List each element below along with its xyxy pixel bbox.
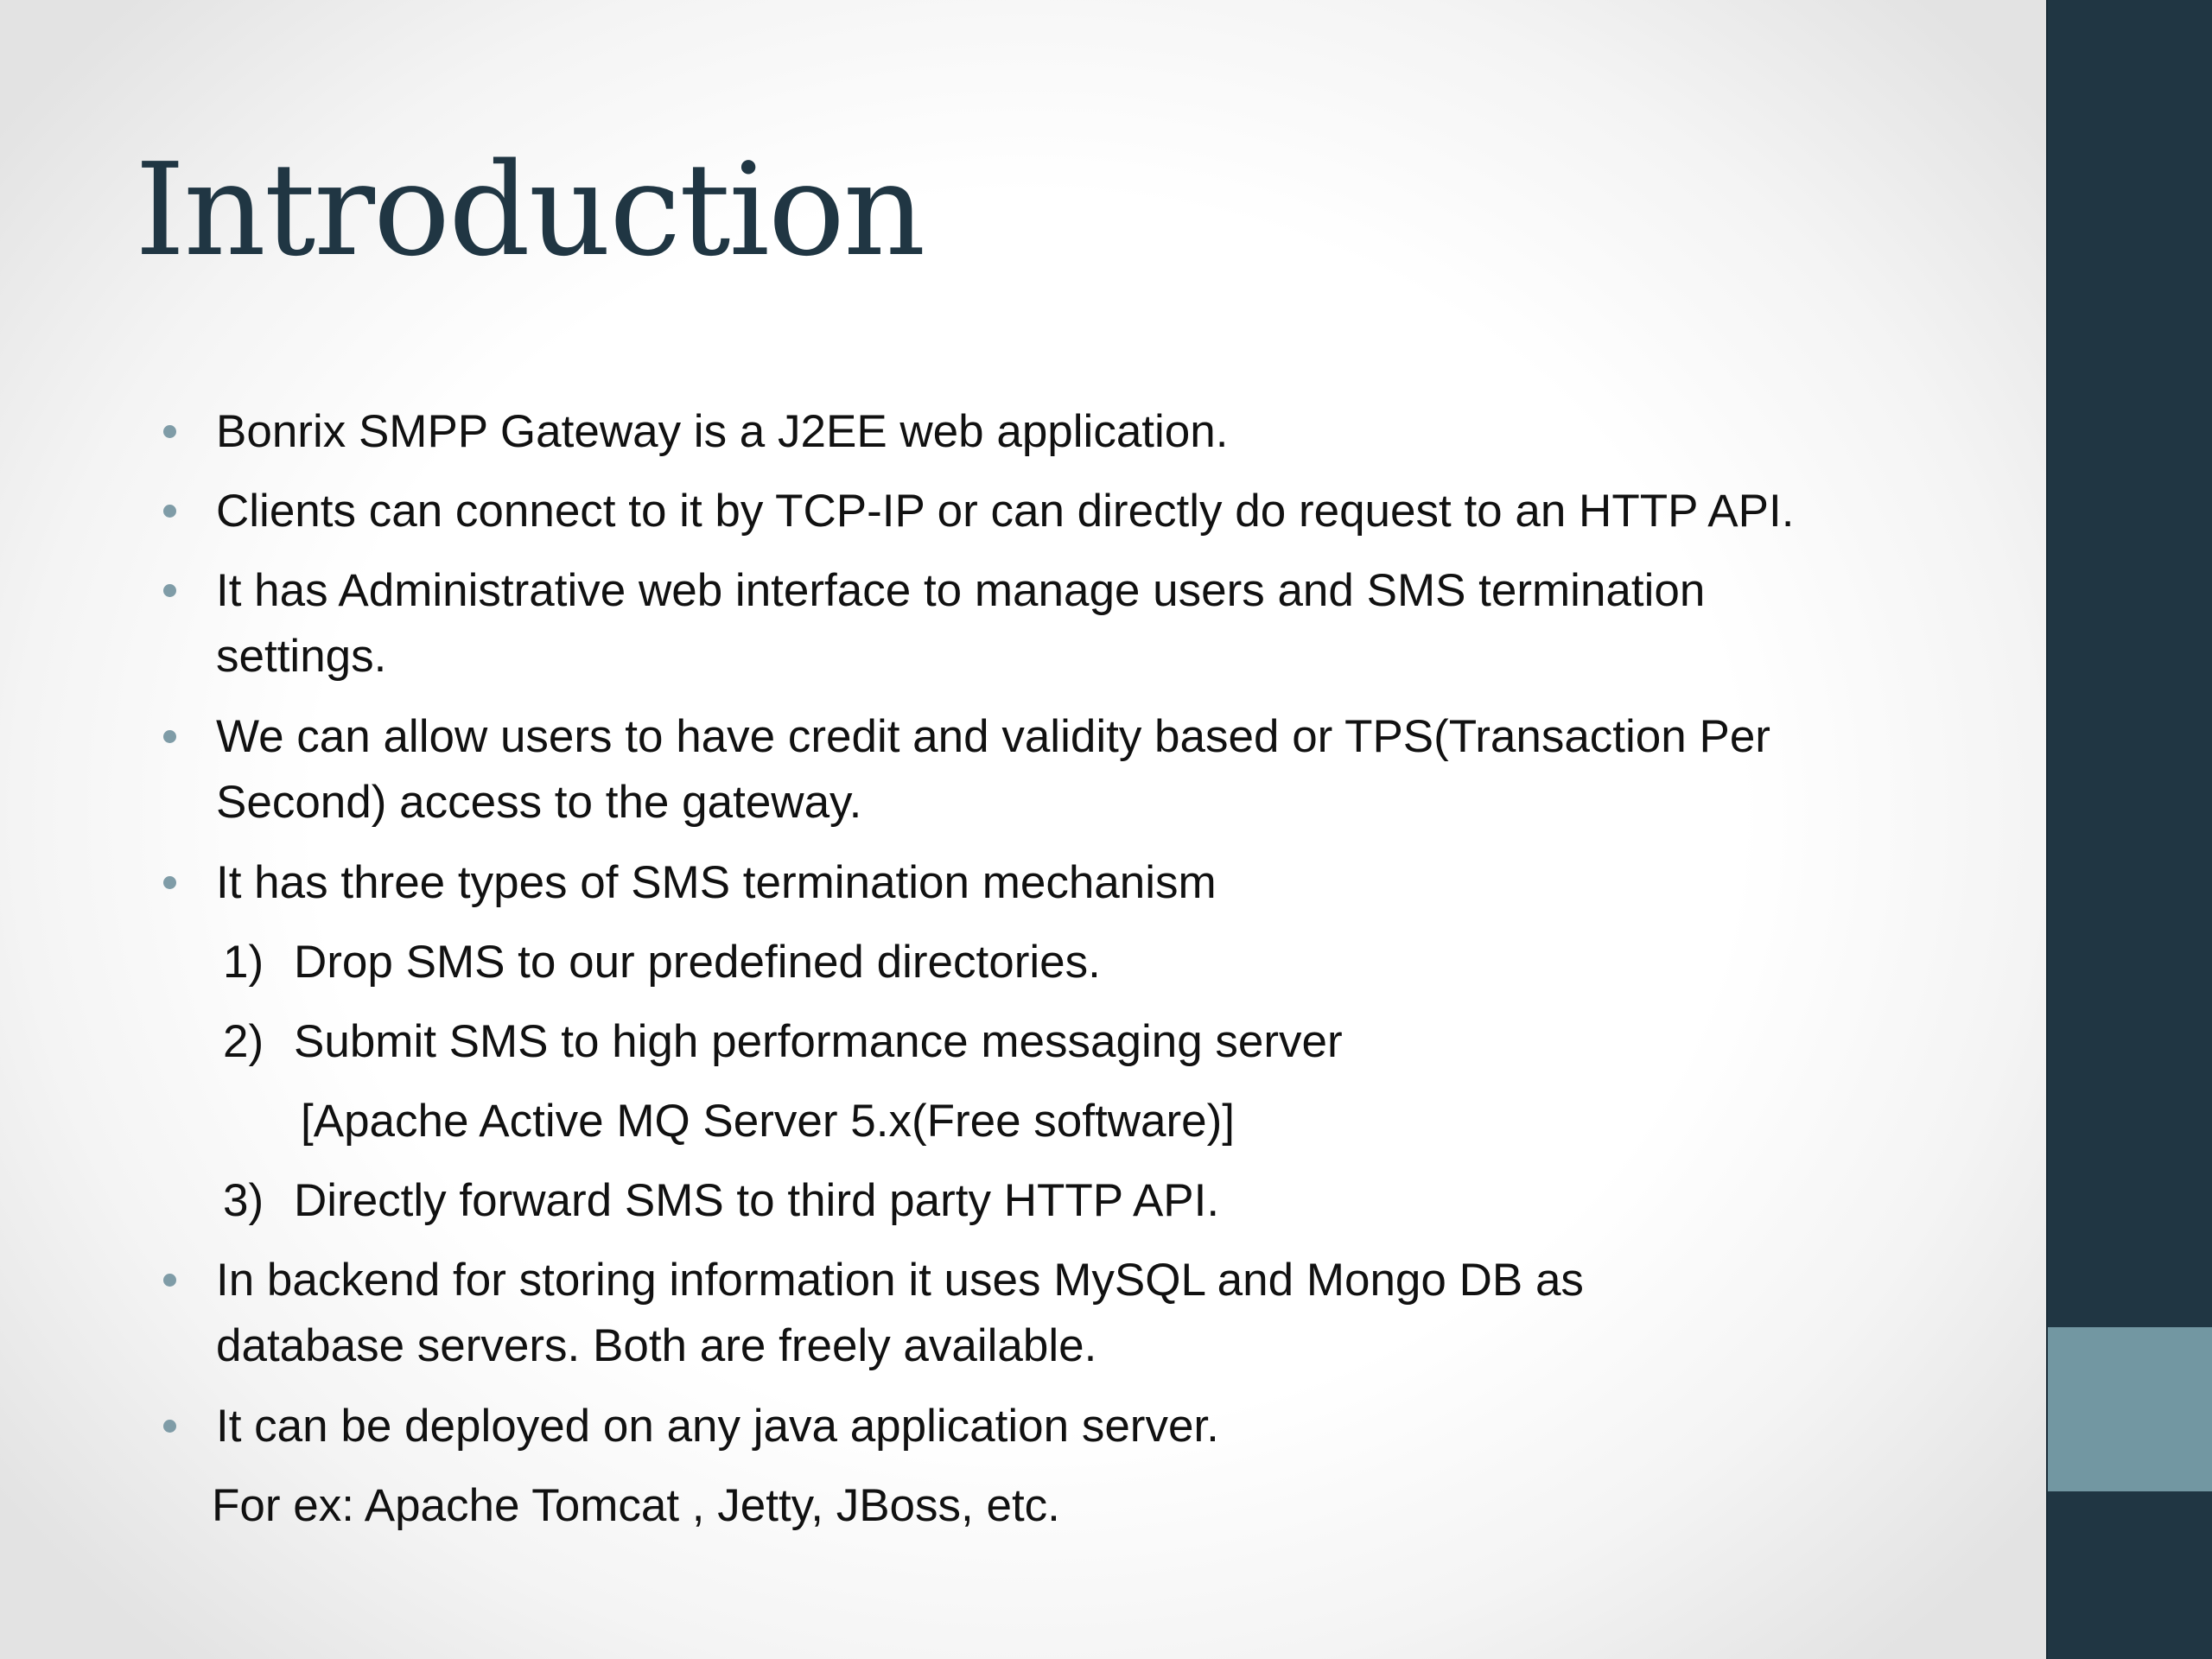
bullet-text-continued: settings. — [216, 631, 387, 682]
sidebar-accent-block — [2048, 1327, 2212, 1491]
mechanism-number: 1) — [223, 937, 264, 988]
bullet-icon — [163, 730, 176, 743]
bullet-text: It has three types of SMS termination mechanism — [216, 857, 1217, 908]
bullet-text: It can be deployed on any java application server. — [216, 1401, 1219, 1452]
bullet-icon — [163, 584, 176, 597]
mechanism-text: Drop SMS to our predefined directories. — [294, 937, 1101, 988]
slide-title: Introduction — [135, 136, 925, 284]
bullet-text: Clients can connect to it by TCP-IP or can directly do request to an HTTP API. — [216, 486, 1795, 537]
bullet-text: We can allow users to have credit and validity based or TPS(Transaction Per — [216, 711, 1770, 762]
mechanism-number: 3) — [223, 1175, 264, 1226]
mechanism-text: Directly forward SMS to third party HTTP API. — [294, 1175, 1220, 1226]
bullet-icon — [163, 1420, 176, 1433]
deploy-example-text: For ex: Apache Tomcat , Jetty, JBoss, etc. — [212, 1480, 1060, 1531]
mechanism-text: Submit SMS to high performance messaging server — [294, 1016, 1343, 1067]
bullet-icon — [163, 505, 176, 518]
bullet-text: It has Administrative web interface to manage users and SMS termination — [216, 565, 1706, 616]
bullet-text-continued: Second) access to the gateway. — [216, 777, 862, 828]
bullet-icon — [163, 876, 176, 889]
bullet-text-continued: database servers. Both are freely available. — [216, 1320, 1097, 1371]
bullet-icon — [163, 425, 176, 438]
bullet-text: In backend for storing information it uses MySQL and Mongo DB as — [216, 1255, 1584, 1306]
mechanism-detail: [Apache Active MQ Server 5.x(Free software)] — [301, 1096, 1235, 1147]
bullet-icon — [163, 1274, 176, 1287]
mechanism-number: 2) — [223, 1016, 264, 1067]
bullet-text: Bonrix SMPP Gateway is a J2EE web application. — [216, 406, 1229, 457]
